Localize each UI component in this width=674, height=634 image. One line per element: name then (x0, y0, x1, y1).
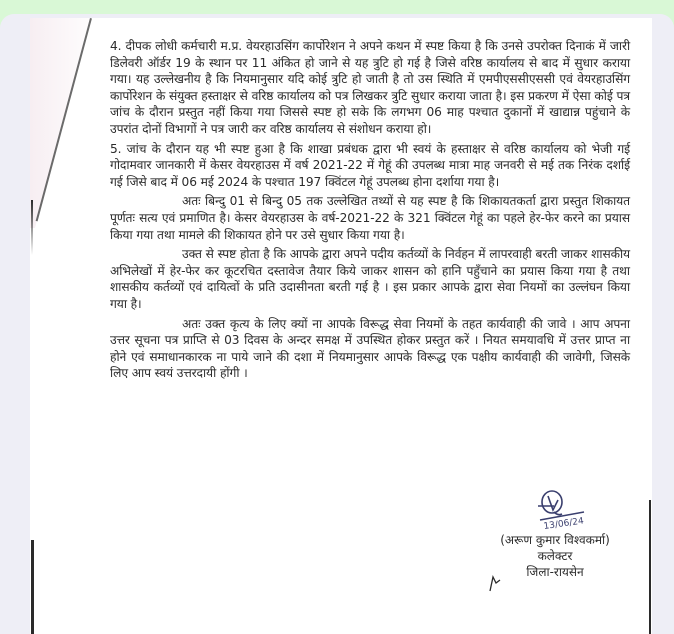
signature-icon (520, 488, 590, 528)
svg-text:13/06/24: 13/06/24 (543, 516, 585, 530)
page-fold-shadow (30, 18, 100, 228)
signatory-name: (अरूण कुमार विश्वकर्मा) (500, 533, 610, 547)
letter-body (110, 38, 630, 382)
signatory-designation: कलेक्टर (537, 549, 573, 563)
page-left-edge (31, 540, 34, 634)
paragraph-conclusion-2: उक्त से स्पष्ट होता है कि आपके द्वारा अपने पदीय कर्तव्यों के निर्वहन में लापरवाही बरती जाकर शासकीय अभिलेखों में हेर-फेर कर कूटरचित दस्तावेज तैयार किये जाकर शासन को हानि पहुँचाने का प्रयास किया गया है तथा शासकीय कर्तव्यों एवं दायित्वों के प्रति उदासीनता बरती गई है । इस प्रकार आपके द्वारा सेवा नियमों का उल्लंघन किया गया है। (110, 247, 630, 311)
initial-mark-icon (488, 574, 502, 592)
page-left-edge-top (31, 200, 33, 255)
paragraph-notice: अतः उक्त कृत्य के लिए क्यों ना आपके विरूद्ध सेवा नियमों के तहत कार्यवाही की जावे । आप अपना उत्तर सूचना पत्र प्राप्ति से 03 दिवस के अन्दर समक्ष में उपस्थित होकर प्रस्तुत करें । नियत समयावधि में उत्तर प्राप्त ना होने एवं समाधानकारक ना पाये जाने की दशा में नियमानुसार आपके विरूद्ध एक पक्षीय कार्यवाही की जावेगी, जिसके लिए आप स्वयं उत्तरदायी होंगी । (110, 316, 630, 381)
signatory-district: जिला-रायसेन (526, 565, 584, 579)
signature-block (490, 488, 620, 580)
paragraph-conclusion-1: अतः बिन्दु 01 से बिन्दु 05 तक उल्लेखित तथ्यों से यह स्पष्ट है कि शिकायतकर्ता द्वारा प्रस्तुत शिकायत पूर्णतः सत्य एवं प्रमाणित है। केसर वेयरहाउस के वर्ष-2021-22 के 321 क्विंटल गेहूं का पहले हेर-फेर करने का प्रयास किया गया तथा मामले की शिकायत होने पर उसे सुधार किया गया है। (110, 194, 630, 242)
paragraph-point-5: 5. जांच के दौरान यह भी स्पष्ट हुआ है कि शाखा प्रबंधक द्वारा भी स्वयं के हस्ताक्षर से वरिष्ठ कार्यालय को भेजी गई गोदामवार जानकारी में केसर वेयरहाउस में वर्ष 2021-22 में गेहूं की उपलब्ध मात्रा माह जनवरी से मई तक निरंक दर्शाई गई जिसे बाद में 06 मई 2024 के पश्चात 197 क्विंटल गेहूं उपलब्ध होना दर्शाया गया है। (110, 141, 630, 189)
page-right-edge (649, 500, 651, 634)
paragraph-point-4: 4. दीपक लोधी कर्मचारी म.प्र. वेयरहाउसिंग कार्पोरेशन ने अपने कथन में स्पष्ट किया है कि उनसे उपरोक्त दिनाकं में जारी डिलेवरी ऑर्डर 19 के स्थान पर 11 अंकित हो जाने से यह त्रुटि हो गई है जिसे वरिष्ठ कार्यालय से बाद में सुधार कराया गया। यह उल्लेखनीय है कि नियमानुसार यदि कोई त्रुटि हो जाती है तो उस स्थिति में एमपीएससीएससी एवं वेयरहाउसिंग कार्पोरेशन के संयुक्त हस्ताक्षर से वरिष्ठ कार्यालय को पत्र लिखकर त्रुटि सुधार कराया जाता है। इस प्रकरण में ऐसा कोई पत्र जांच के दौरान प्रस्तुत नहीं किया गया जिससे स्पष्ट हो सके कि लगभग 06 माह पश्चात दुकानों में खाद्यान्न पहुंचाने के उपरांत दोनों विभागों ने पत्र जारी कर वरिष्ठ कार्यालय से संशोधन कराया हो। (110, 39, 630, 136)
